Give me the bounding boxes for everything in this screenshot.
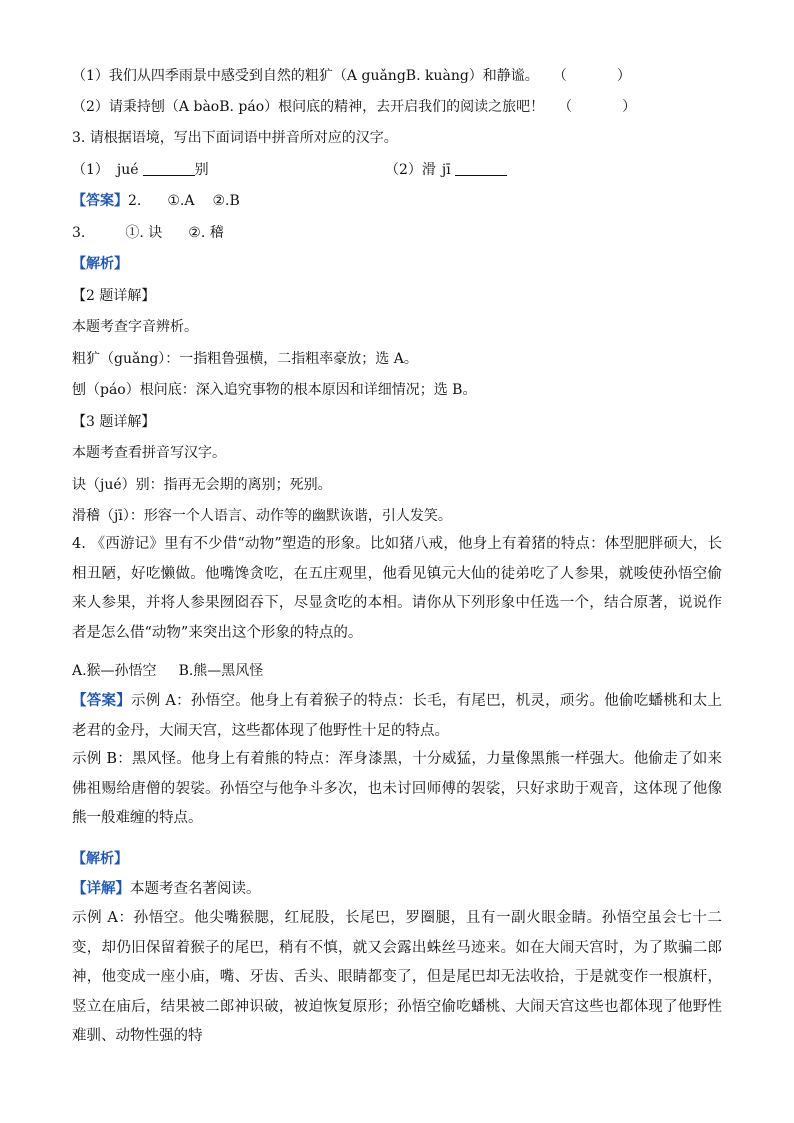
detail4-intro (72, 874, 722, 905)
detail2-line2: 粗犷（guǎng）：一指粗鲁强横，二指粗率豪放；选 A。 (72, 351, 418, 367)
q4-options (72, 661, 263, 681)
answer-paren-open: （ (552, 68, 567, 84)
analysis4-tag: 【解析】 (72, 851, 128, 867)
answer4-b: 示例 B：黑风怪。他身上有着熊的特点：浑身漆黑，十分威猛，力量像黑熊一样强大。他偷走了如来佛祖赐给唐僧的袈裟。孙悟空与他争斗多次，也未讨回师傅的袈裟，只好求助于观音，这体现了他像熊一般难缠的特点。 (72, 751, 722, 826)
item-number: （2） (72, 99, 109, 115)
answer-blank[interactable] (455, 161, 507, 176)
answer-value: .A (179, 193, 195, 209)
answer-number: 3. (72, 225, 86, 241)
detail2-tag: 【2 题详解】 (72, 288, 156, 304)
detail-tag: 【详解】 (72, 880, 130, 897)
answer-value: .B (225, 193, 240, 209)
answer-paren-close: ） (622, 99, 637, 115)
q1-item1 (72, 66, 631, 86)
circled-number: ① (167, 193, 180, 209)
q4-text: 4. 《西游记》里有不少借“动物”塑造的形象。比如猪八戒，他身上有着猪的特点：体型肥胖硕大，长相丑陋，好吃懒做。他嘴馋贪吃，在五庄观里，他看见镇元大仙的徒弟吃了人参果，就唆使孙悟空偷来人参果，并将人参果囫囵吞下，尽显贪吃的本相。请你从下列形象中任选一个，结合原著，说说作者是怎么借“动物”来突出这个形象的特点的。 (72, 536, 722, 641)
detail3-tag: 【3 题详解】 (72, 414, 156, 430)
pinyin: jī (441, 162, 451, 178)
detail2-line1: 本题考查字音辨析。 (72, 319, 198, 335)
answer-value: . 稽 (200, 225, 224, 241)
detail3-line3: 滑稽（jī）：形容一个人语言、动作等的幽默诙谐，引人发笑。 (72, 508, 452, 524)
circled-number: ② (188, 225, 201, 241)
item-number: （2） (385, 162, 422, 178)
detail2-line3: 刨（páo）根问底：深入追究事物的根本原因和详细情况；选 B。 (72, 382, 477, 398)
q1-item2 (72, 97, 636, 117)
detail3-line1: 本题考查看拼音写汉字。 (72, 445, 226, 461)
answer-number: 2. (128, 193, 142, 209)
option-a: A.猴—孙悟空 (72, 663, 157, 679)
pinyin: jué (116, 162, 139, 178)
word-prefix: 滑 (421, 162, 436, 178)
answer-paren-close: ） (616, 68, 631, 84)
q3-item2 (385, 160, 507, 180)
q3-prompt: 3. 请根据语境，写出下面词语中拼音所对应的汉字。 (72, 130, 398, 146)
analysis-tag: 【解析】 (72, 256, 128, 272)
item-text: 请秉持刨（A bàoB. páo）根问底的精神，去开启我们的阅读之旅吧！ (108, 99, 545, 115)
option-b: B.熊—黑风怪 (178, 663, 264, 679)
answer-blank[interactable] (143, 161, 195, 176)
answer-value: . 诀 (139, 225, 163, 241)
detail-intro: 本题考查名著阅读。 (130, 881, 261, 897)
item-number: （1） (72, 68, 109, 84)
item-number: （1） (72, 162, 109, 178)
answer-paren-open: （ (558, 99, 573, 115)
answer-line-2 (72, 223, 224, 243)
answer-text: 示例 A：孙悟空。他身上有着猴子的特点：长毛，有尾巴，机灵，顽劣。他偷吃蟠桃和太上老君的金丹，大闹天宫，这些都体现了他野性十足的特点。 (72, 693, 723, 739)
answer-tag: 【答案】 (72, 692, 132, 709)
circled-number: ① (125, 225, 140, 241)
circled-number: ② (212, 193, 226, 209)
answer-line-1 (72, 191, 240, 211)
q3-item1 (72, 160, 209, 180)
detail4-a: 示例 A：孙悟空。他尖嘴猴腮，红屁股，长尾巴，罗圈腿，且有一副火眼金睛。孙悟空虽会七十二变，却仍旧保留着猴子的尾巴，稍有不慎，就又会露出蛛丝马迹来。如在大闹天宫时，为了欺骗二郎神，他变成一座小庙，嘴、牙齿、舌头、眼睛都变了，但是尾巴却无法收拾，于是就变作一根旗杆，竖立在庙后，结果被二郎神识破，被迫恢复原形；孙悟空偷吃蟠桃、大闹天宫这些也都体现了他野性难驯、动物性强的特 (72, 910, 722, 1044)
answer-tag: 【答案】 (72, 193, 128, 209)
detail3-line2: 诀（jué）别：指再无会期的离别；死别。 (72, 477, 332, 493)
word-suffix: 别 (194, 162, 209, 178)
item-text: 我们从四季雨景中感受到自然的粗犷（A guǎngB. kuàng）和静谧。 (108, 68, 539, 84)
answer4-a (72, 686, 722, 746)
